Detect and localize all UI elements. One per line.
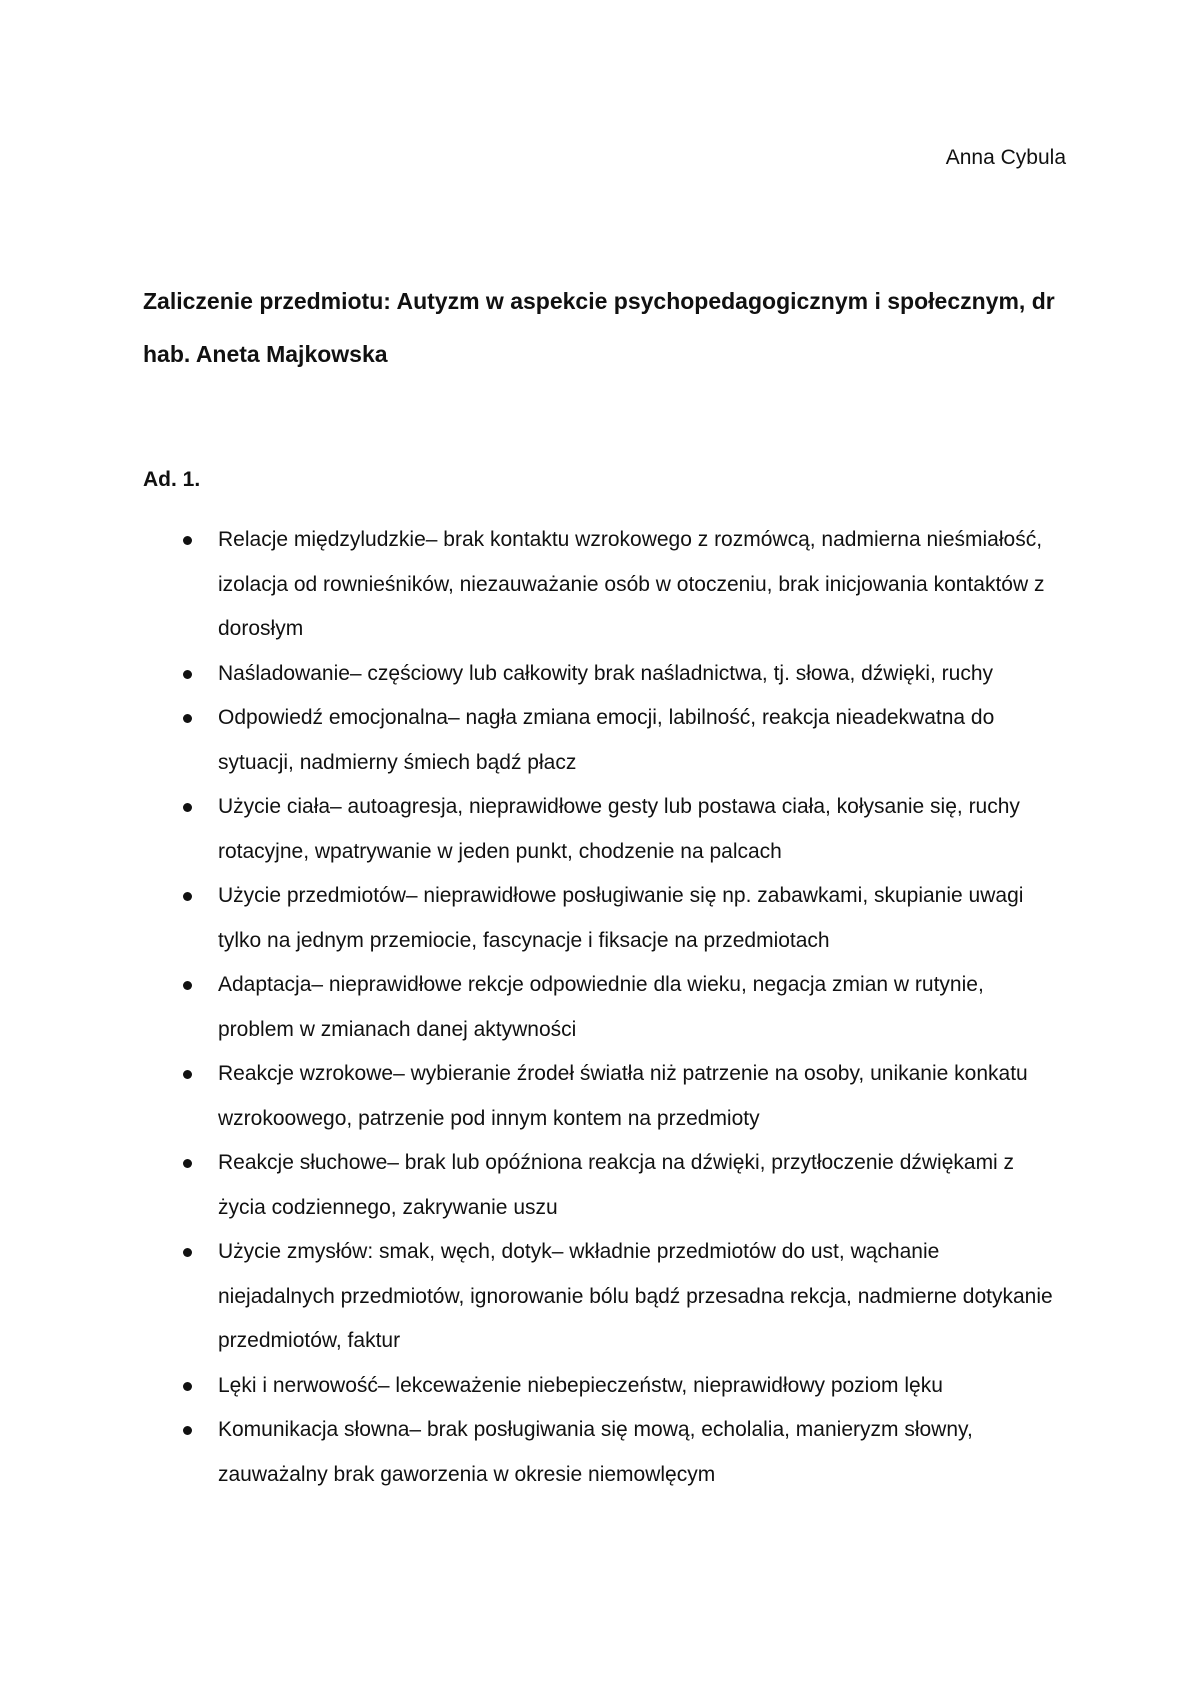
list-item bbox=[0, 1364, 1058, 1409]
bullet-icon bbox=[183, 1426, 192, 1435]
section-label: Ad. 1. bbox=[143, 468, 201, 491]
list-item-text: Użycie przedmiotów– nieprawidłowe posługiwanie się np. zabawkami, skupianie uwagi tylko na jednym przemiocie, fascynacje i fiksacje na przedmiotach bbox=[218, 884, 1024, 952]
list-item-text: Lęki i nerwowość– lekceważenie niebepieczeństw, nieprawidłowy poziom lęku bbox=[218, 1373, 943, 1397]
list-item-text: Użycie zmysłów: smak, węch, dotyk– wkładnie przedmiotów do ust, wąchanie niejadalnych przedmiotów, ignorowanie bólu bądź przesadna rekcja, nadmierne dotykanie przedmiotów, faktur bbox=[218, 1240, 1053, 1352]
list-item bbox=[0, 874, 1058, 963]
list-item-text: Relacje międzyludzkie– brak kontaktu wzrokowego z rozmówcą, nadmierna nieśmiałość, izolacja od rownieśników, niezauważanie osób w otoczeniu, brak inicjowania kontaktów z dorosłym bbox=[218, 528, 1045, 640]
list-item-text: Reakcje słuchowe– brak lub opóźniona reakcja na dźwięki, przytłoczenie dźwiękami z życia codziennego, zakrywanie uszu bbox=[218, 1151, 1015, 1219]
list-item-text: Odpowiedź emocjonalna– nagła zmiana emocji, labilność, reakcja nieadekwatna do sytuacji, nadmierny śmiech bądź płacz bbox=[218, 706, 995, 774]
list-item-text: Adaptacja– nieprawidłowe rekcje odpowiednie dla wieku, negacja zmian w rutynie, problem w zmianach danej aktywności bbox=[218, 973, 984, 1041]
list-item bbox=[0, 1230, 1058, 1364]
bullet-icon bbox=[183, 670, 192, 679]
bullet-icon bbox=[183, 714, 192, 723]
bullet-icon bbox=[183, 981, 192, 990]
bullet-icon bbox=[183, 1382, 192, 1391]
list-item bbox=[0, 652, 1058, 697]
bullet-icon bbox=[183, 892, 192, 901]
list-item bbox=[0, 1141, 1058, 1230]
criteria-list bbox=[0, 518, 1200, 1497]
list-item-text: Użycie ciała– autoagresja, nieprawidłowe gesty lub postawa ciała, kołysanie się, ruchy rotacyjne, wpatrywanie w jeden punkt, chodzenie na palcach bbox=[218, 795, 1020, 863]
list-item bbox=[0, 963, 1058, 1052]
author-name: Anna Cybula bbox=[945, 146, 1066, 169]
list-item-text: Naśladowanie– częściowy lub całkowity brak naśladnictwa, tj. słowa, dźwięki, ruchy bbox=[218, 661, 994, 685]
bullet-icon bbox=[183, 1070, 192, 1079]
list-item bbox=[0, 518, 1058, 652]
list-item bbox=[0, 696, 1058, 785]
list-item-text: Komunikacja słowna– brak posługiwania się mową, echolalia, manieryzm słowny, zauważalny brak gaworzenia w okresie niemowlęcym bbox=[218, 1418, 973, 1486]
bullet-icon bbox=[183, 1159, 192, 1168]
bullet-icon bbox=[183, 536, 192, 545]
list-item bbox=[0, 785, 1058, 874]
list-item bbox=[0, 1408, 1058, 1497]
list-item-text: Reakcje wzrokowe– wybieranie źrodeł światła niż patrzenie na osoby, unikanie konkatu wzrokoowego, patrzenie pod innym kontem na przedmioty bbox=[218, 1062, 1028, 1130]
document-title: Zaliczenie przedmiotu: Autyzm w aspekcie psychopedagogicznym i społecznym, dr hab. Aneta Majkowska bbox=[143, 288, 1055, 367]
bullet-icon bbox=[183, 803, 192, 812]
bullet-icon bbox=[183, 1248, 192, 1257]
list-item bbox=[0, 1052, 1058, 1141]
